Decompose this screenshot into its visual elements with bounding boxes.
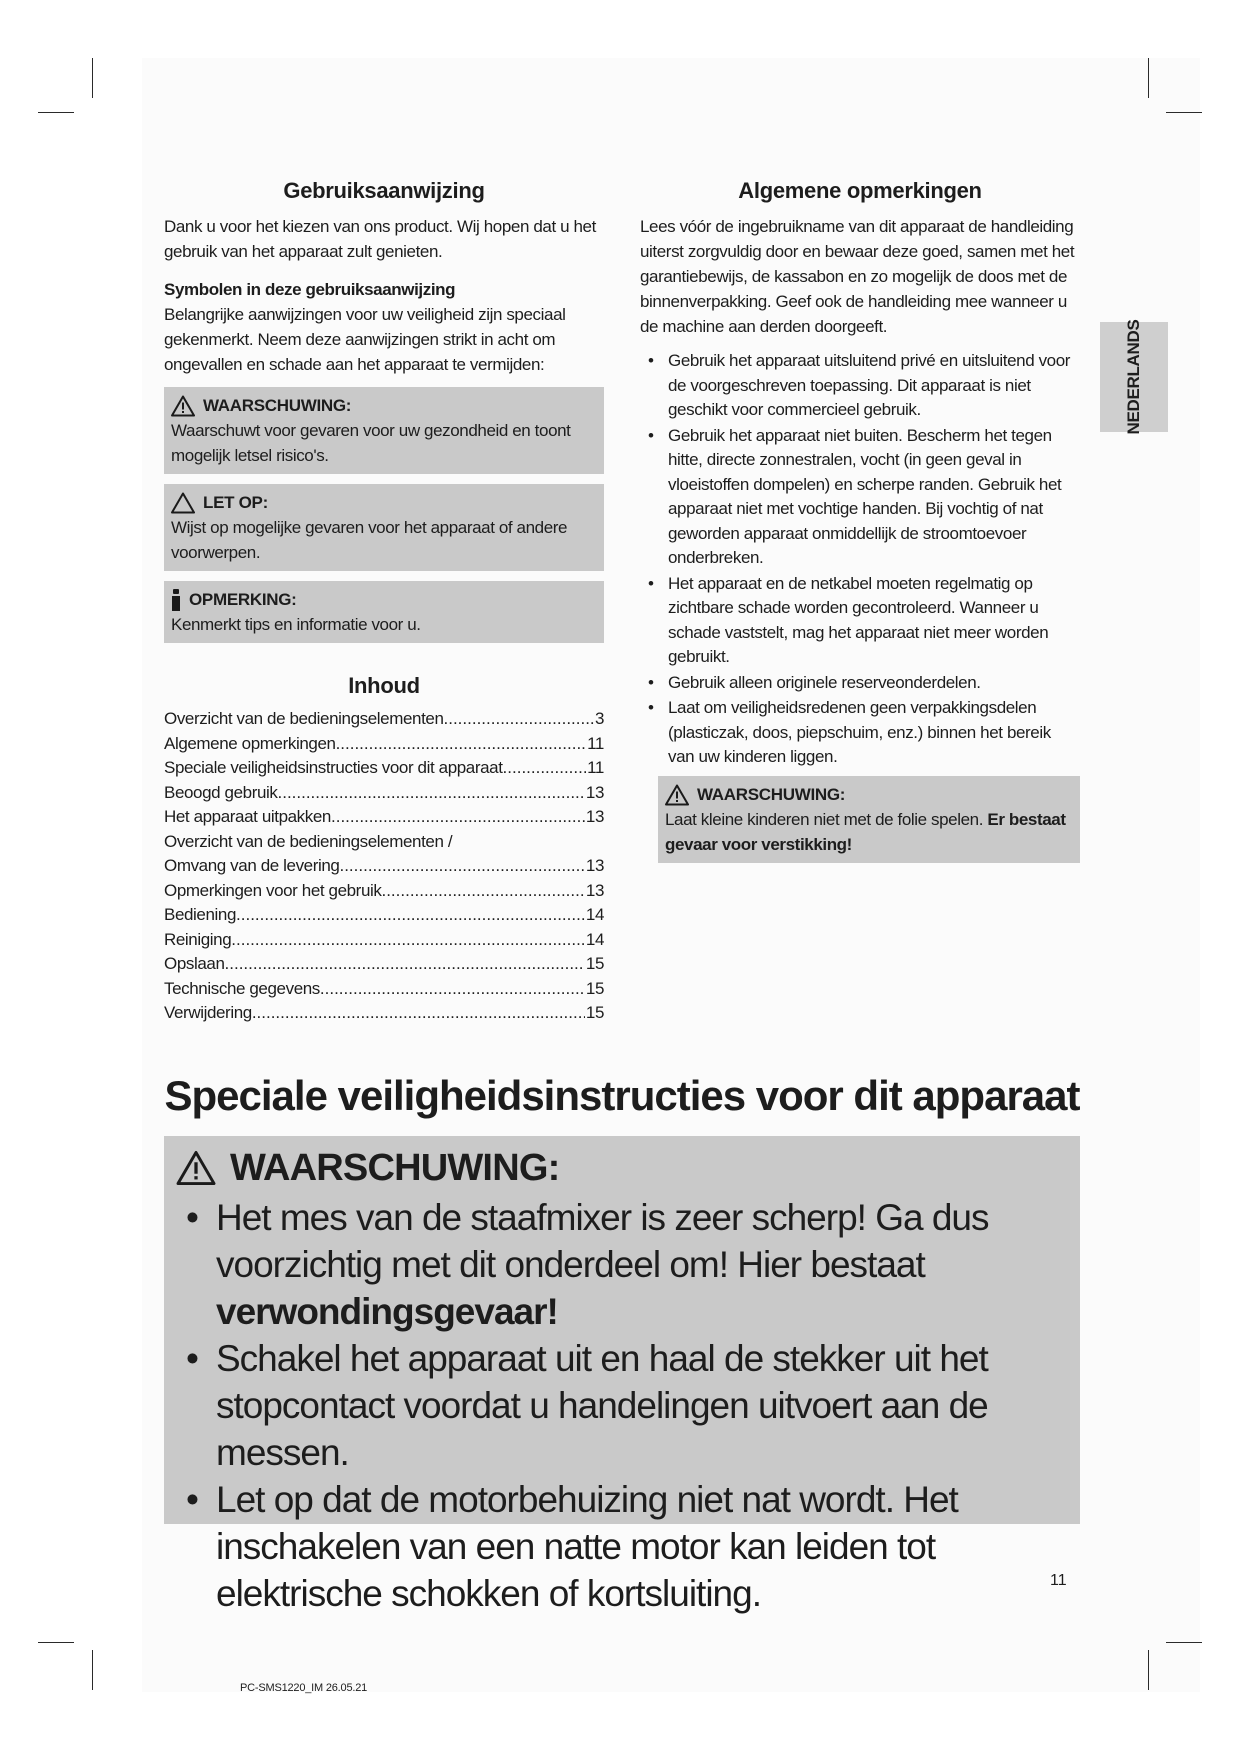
footer-code: PC-SMS1220_IM 26.05.21 [240, 1682, 368, 1694]
general-notes-title: Algemene opmerkingen [738, 178, 982, 203]
warning-triangle-icon [176, 1150, 216, 1186]
toc-entry[interactable]: Bediening ..... 14 [164, 903, 604, 928]
list-item: • Gebruik alleen originele reserveonderdelen. [640, 671, 1080, 696]
crop-mark [1166, 112, 1202, 113]
toc-entry[interactable]: Opmerkingen voor het gebruik ..... 13 [164, 879, 604, 904]
list-item: • Schakel het apparaat uit en haal de stekker uit het stopcontact voordat u handelingen uitvoert aan de messen. [176, 1335, 1060, 1476]
toc-entry[interactable]: Omvang van de levering ..... 13 [164, 854, 604, 879]
info-icon [171, 589, 181, 611]
warning-text: Waarschuwt voor gevaren voor uw gezondheid en toont mogelijk letsel risico's. [171, 421, 571, 465]
toc-entry[interactable]: Overzicht van de bedieningselementen / [164, 831, 453, 851]
note-box [164, 581, 604, 643]
list-item: • Gebruik het apparaat uitsluitend privé en uitsluitend voor de voorgeschreven toepassing. Dit apparaat is niet geschikt voor commercieel gebruik. [640, 349, 1080, 423]
foil-warning-text: Laat kleine kinderen niet met de folie spelen. [665, 809, 988, 829]
crop-mark [1166, 1642, 1202, 1643]
toc-entry[interactable]: Algemene opmerkingen ..... 11 [164, 732, 604, 757]
toc-title: Inhoud [348, 673, 420, 698]
language-tab-label: NEDERLANDS [1124, 319, 1143, 435]
toc-entry[interactable]: Verwijdering ..... 15 [164, 1001, 604, 1026]
general-notes-list [640, 349, 1080, 770]
safety-list [176, 1194, 1060, 1617]
page-number: 11 [1050, 1572, 1067, 1589]
warning-box [164, 387, 604, 474]
list-item: • Gebruik het apparaat niet buiten. Bescherm het tegen hitte, directe zonnestralen, vocht (in geen geval in vloeistoffen dompelen) en scherpe randen. Gebruik het apparaat niet met vochtige handen. Bij vochtig of nat geworden apparaat onmiddellijk de stroomtoevoer onderbreken. [640, 424, 1080, 571]
symbols-heading: Symbolen in deze gebruiksaanwijzing [164, 280, 456, 299]
caution-triangle-icon [171, 492, 195, 514]
list-item: • Let op dat de motorbehuizing niet nat wordt. Het inschakelen van een natte motor kan leiden tot elektrische schokken of kortsluiting. [176, 1476, 1060, 1617]
foil-warning-box [658, 776, 1080, 863]
general-notes-intro: Lees vóór de ingebruikname van dit apparaat de handleiding uiterst zorgvuldig door en bewaar deze goed, samen met het garantiebewijs, de kassabon en zo mogelijk de doos met de binnenverpakking. Geef ook de handleiding mee wanneer u de machine aan derden doorgeeft. [640, 217, 1075, 336]
table-of-contents [164, 707, 604, 1026]
toc-entry[interactable]: Overzicht van de bedieningselementen ..... 3 [164, 707, 604, 732]
crop-mark [1148, 1650, 1149, 1690]
list-item: • Laat om veiligheidsredenen geen verpakkingsdelen (plasticzak, doos, piepschuim, enz.) binnen het bereik van uw kinderen liggen. [640, 696, 1080, 770]
toc-entry[interactable]: Technische gegevens ..... 15 [164, 977, 604, 1002]
toc-entry[interactable]: Speciale veiligheidsinstructies voor dit apparaat ..... 11 [164, 756, 604, 781]
warning-heading: WAARSCHUWING: [203, 396, 352, 415]
manual-title: Gebruiksaanwijzing [283, 178, 485, 203]
symbols-text: Belangrijke aanwijzingen voor uw veiligheid zijn speciaal gekenmerkt. Neem deze aanwijzingen strikt in acht om ongevallen en schade aan het apparaat te vermijden: [164, 305, 566, 374]
list-item: • Het mes van de staafmixer is zeer scherp! Ga dus voorzichtig met dit onderdeel om! Hier bestaat verwondingsgevaar! [176, 1194, 1060, 1335]
caution-text: Wijst op mogelijke gevaren voor het apparaat of andere voorwerpen. [171, 518, 568, 562]
right-column [640, 178, 1080, 863]
safety-warning-heading: WAARSCHUWING: [230, 1147, 560, 1189]
toc-entry[interactable]: Het apparaat uitpakken ..... 13 [164, 805, 604, 830]
warning-triangle-icon [665, 784, 689, 806]
crop-mark [92, 58, 93, 98]
caution-heading: LET OP: [203, 493, 268, 512]
toc-entry[interactable]: Opslaan ..... 15 [164, 952, 604, 977]
crop-mark [1148, 58, 1149, 98]
foil-warning-emphasis: Er bestaat gevaar voor verstikking! [665, 809, 1066, 854]
crop-mark [38, 1642, 74, 1643]
left-column [164, 178, 604, 1026]
note-text: Kenmerkt tips en informatie voor u. [171, 615, 421, 634]
caution-box [164, 484, 604, 571]
list-item: • Het apparaat en de netkabel moeten regelmatig op zichtbare schade worden gecontroleerd. Wanneer u schade vaststelt, mag het apparaat niet meer worden gebruikt. [640, 572, 1080, 670]
warning-triangle-icon [171, 395, 195, 417]
language-tab [1100, 319, 1168, 435]
safety-title: Speciale veiligheidsinstructies voor dit apparaat [164, 1072, 1080, 1119]
foil-warning-heading: WAARSCHUWING: [697, 784, 846, 804]
crop-mark [92, 1650, 93, 1690]
intro-text: Dank u voor het kiezen van ons product. Wij hopen dat u het gebruik van het apparaat zult genieten. [164, 217, 596, 261]
toc-entry[interactable]: Beoogd gebruik ..... 13 [164, 781, 604, 806]
crop-mark [38, 112, 74, 113]
note-heading: OPMERKING: [189, 590, 297, 609]
toc-entry[interactable]: Reiniging ..... 14 [164, 928, 604, 953]
